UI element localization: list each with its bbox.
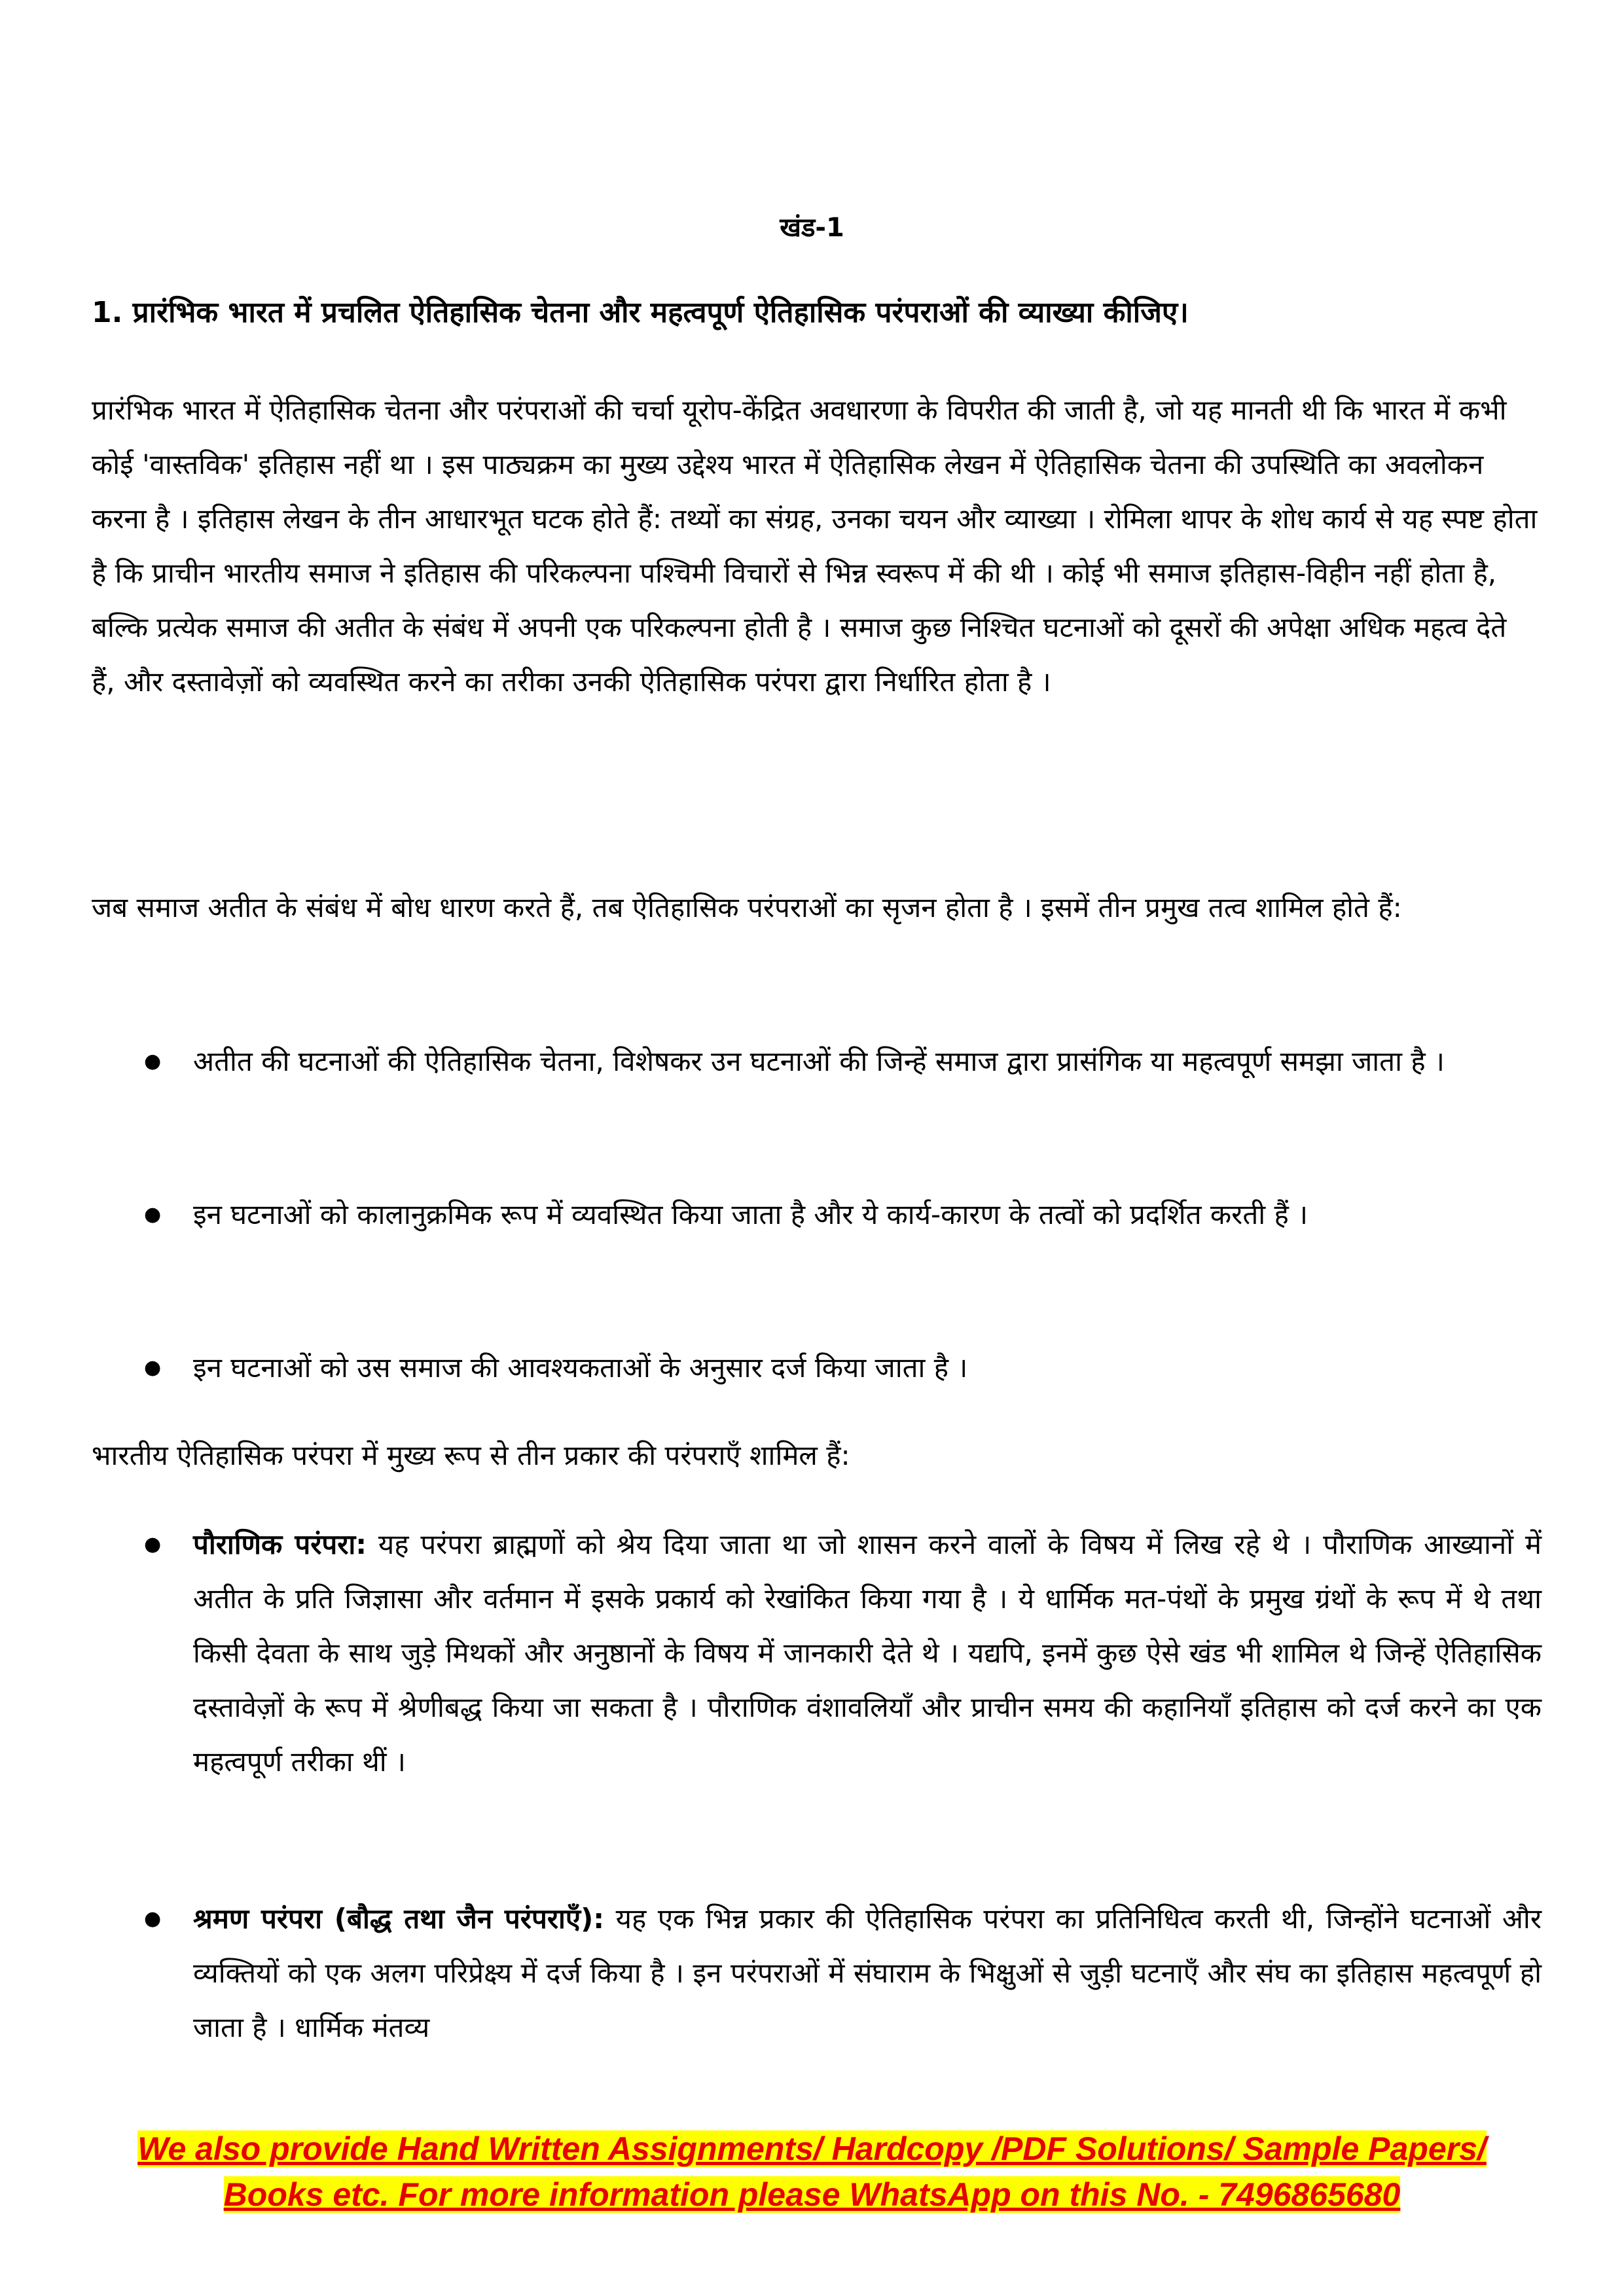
list-item — [144, 1340, 1542, 1395]
bullet-icon: ● — [144, 1533, 162, 1556]
tradition-text: यह परंपरा ब्राह्मणों को श्रेय दिया जाता था जो शासन करने वालों के विषय में लिख रहे थे । पौराणिक आख्यानों में अतीत के प्रति जिज्ञासा और वर्तमान में इसके प्रकार्य को रेखांकित किया गया है । ये धार्मिक मत-पंथों के प्रमुख ग्रंथों के रूप में थे तथा किसी देवता के साथ जुड़े मिथकों और अनुष्ठानों के विषय में जानकारी देते थे । यद्यपि, इनमें कुछ ऐसे खंड भी शामिल थे जिन्हें ऐतिहासिक दस्तावेज़ों के रूप में श्रेणीबद्ध किया जा सकता है । पौराणिक वंशावलियाँ और प्राचीन समय की कहानियाँ इतिहास को दर्ज करने का एक महत्वपूर्ण तरीका थीं । — [193, 1528, 1542, 1778]
bullet-icon: ● — [144, 1356, 162, 1379]
promo-line-1: We also provide Hand Written Assignments/ Hardcopy /PDF Solutions/ Sample Papers/ — [137, 2130, 1487, 2167]
promo-line-2: Books etc. For more information please WhatsApp on this No. - 7496865680 — [223, 2176, 1401, 2213]
list-item — [144, 1517, 1542, 1789]
tradition-text: यह एक भिन्न प्रकार की ऐतिहासिक परंपरा का प्रतिनिधित्व करती थी, जिन्होंने घटनाओं और व्यक्तियों को एक अलग परिप्रेक्ष्य में दर्ज किया है । इन परंपराओं में संघाराम के भिक्षुओं से जुड़ी घटनाएँ और संघ का इतिहास महत्वपूर्ण हो जाता है । धार्मिक मंतव्य — [193, 1903, 1542, 2043]
bullet-icon: ● — [144, 1907, 162, 1930]
bullet-icon: ● — [144, 1203, 162, 1226]
list-item — [144, 1187, 1542, 1242]
promo-footer — [0, 2126, 1624, 2217]
elements-intro-paragraph: जब समाज अतीत के संबंध में बोध धारण करते हैं, तब ऐतिहासिक परंपराओं का सृजन होता है । इसमें तीन प्रमुख तत्व शामिल होते हैं: — [92, 891, 1402, 924]
tradition-title: पौराणिक परंपरा: — [193, 1528, 367, 1560]
list-item — [144, 1892, 1542, 2054]
question-title: 1. प्रारंभिक भारत में प्रचलित ऐतिहासिक चेतना और महत्वपूर्ण ऐतिहासिक परंपराओं की व्याख्या कीजिए। — [92, 296, 1189, 329]
intro-paragraph: प्रारंभिक भारत में ऐतिहासिक चेतना और परंपराओं की चर्चा यूरोप-केंद्रित अवधारणा के विपरीत की जाती है, जो यह मानती थी कि भारत में कभी कोई 'वास्तविक' इतिहास नहीं था । इस पाठ्यक्रम का मुख्य उद्देश्य भारत में ऐतिहासिक लेखन में ऐतिहासिक चेतना की उपस्थिति का अवलोकन करना है । इतिहास लेखन के तीन आधारभूत घटक होते हैं: तथ्यों का संग्रह, उनका चयन और व्याख्या । रोमिला थापर के शोध कार्य से यह स्पष्ट होता है कि प्राचीन भारतीय समाज ने इतिहास की परिकल्पना पश्चिमी विचारों से भिन्न स्वरूप में की थी । कोई भी समाज इतिहास-विहीन नहीं होता है, बल्कि प्रत्येक समाज की अतीत के संबंध में अपनी एक परिकल्पना होती है । समाज कुछ निश्चित घटनाओं को दूसरों की अपेक्षा अधिक महत्व देते हैं, और दस्तावेज़ों को व्यवस्थित करने का तरीका उनकी ऐतिहासिक परंपरा द्वारा निर्धारित होता है । — [92, 394, 1538, 698]
tradition-title: श्रमण परंपरा (बौद्ध तथा जैन परंपराएँ): — [193, 1903, 605, 1935]
list-item-text: इन घटनाओं को कालानुक्रमिक रूप में व्यवस्थित किया जाता है और ये कार्य-कारण के तत्वों को प्रदर्शित करती हैं । — [193, 1198, 1308, 1230]
bullet-icon: ● — [144, 1050, 162, 1073]
traditions-intro-paragraph: भारतीय ऐतिहासिक परंपरा में मुख्य रूप से तीन प्रकार की परंपराएँ शामिल हैं: — [92, 1439, 850, 1471]
section-heading: खंड-1 — [780, 213, 844, 243]
list-item-text: अतीत की घटनाओं की ऐतिहासिक चेतना, विशेषकर उन घटनाओं की जिन्हें समाज द्वारा प्रासंगिक या महत्वपूर्ण समझा जाता है । — [193, 1045, 1445, 1077]
list-item — [144, 1034, 1542, 1088]
list-item-text: इन घटनाओं को उस समाज की आवश्यकताओं के अनुसार दर्ज किया जाता है । — [193, 1352, 968, 1384]
